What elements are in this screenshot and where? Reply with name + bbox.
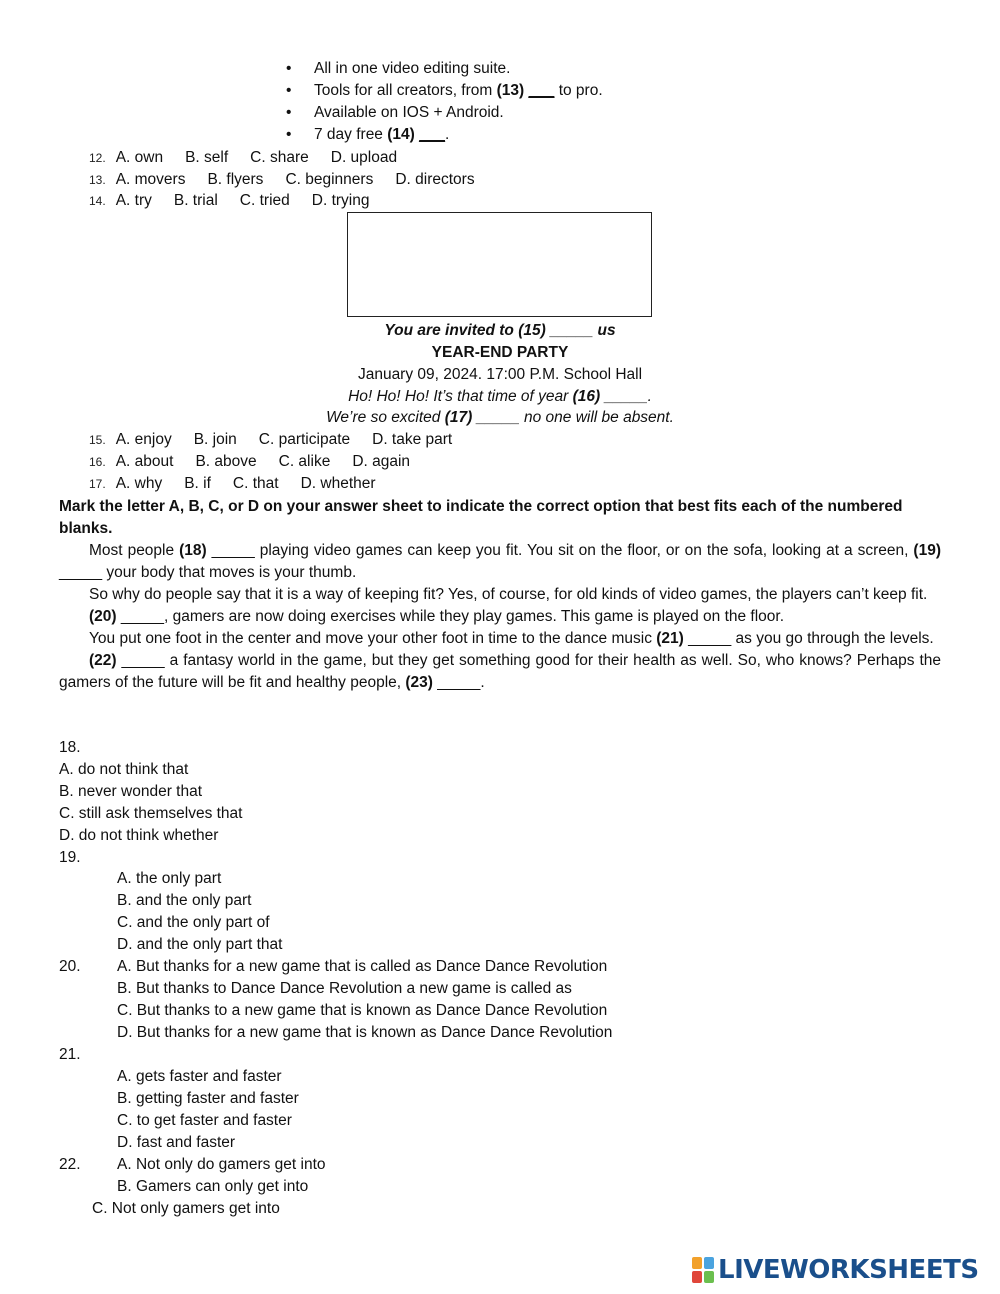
ad-bullet-4: • 7 day free (14) ___.: [288, 125, 449, 145]
q19-option-d[interactable]: D. and the only part that: [117, 936, 283, 953]
passage-paragraph-1: Most people (18) _____ playing video games can keep you fit. You sit on the floor, or on the sofa, looking at a screen, (19) _____ your body that moves is your thumb.: [59, 542, 941, 581]
ad-bullet-2: • Tools for all creators, from (13) ___ to pro.: [288, 81, 603, 101]
instruction: Mark the letter A, B, C, or D on your answer sheet to indicate the correct option that best fits each of the numbered blanks.: [59, 498, 903, 537]
q18-option-b[interactable]: B. never wonder that: [59, 783, 203, 800]
q22-option-a[interactable]: A. Not only do gamers get into: [117, 1156, 326, 1173]
q19-option-c[interactable]: C. and the only part of: [117, 914, 270, 931]
q21-option-d[interactable]: D. fast and faster: [117, 1134, 236, 1151]
liveworksheets-logo: [692, 1254, 979, 1286]
passage-paragraph-5: (22) _____ a fantasy world in the game, but they get something good for their health as well. So, who knows? Perhaps the gamers of the future will be fit and healthy people, (23) _____.: [59, 652, 941, 691]
q18-option-c[interactable]: C. still ask themselves that: [59, 805, 243, 822]
q18-option-a[interactable]: A. do not think that: [59, 761, 189, 778]
q18-option-d[interactable]: D. do not think whether: [59, 827, 219, 844]
question-12: 12. A. own B. self C. share D. upload: [89, 149, 398, 166]
blank-14[interactable]: ___: [419, 126, 446, 143]
passage: [59, 540, 941, 694]
ad-bullet-1: • All in one video editing suite.: [288, 59, 510, 79]
image-placeholder: [347, 212, 652, 317]
ad-bullet-3: • Available on IOS + Android.: [288, 103, 504, 123]
q19-option-b[interactable]: B. and the only part: [117, 892, 252, 909]
q19-option-a[interactable]: A. the only part: [117, 870, 222, 887]
question-15: 15. A. enjoy B. join C. participate D. take part: [89, 431, 453, 448]
q20-option-d[interactable]: D. But thanks for a new game that is known as Dance Dance Revolution: [117, 1024, 613, 1041]
passage-paragraph-4: You put one foot in the center and move your other foot in time to the dance music (21) _____ as you go through the levels.: [89, 630, 934, 647]
logo-text: LIVEWORKSHEETS: [718, 1255, 979, 1285]
question-17: 17. A. why B. if C. that D. whether: [89, 475, 376, 492]
question-14: 14. A. try B. trial C. tried D. trying: [89, 192, 370, 209]
q21-option-a[interactable]: A. gets faster and faster: [117, 1068, 282, 1085]
blank-13[interactable]: ___: [528, 82, 555, 99]
invite-line-1: You are invited to (15) _____ us: [384, 322, 616, 339]
question-22-number: 22.: [59, 1156, 81, 1173]
question-20-number: 20.: [59, 958, 81, 975]
invite-date: January 09, 2024. 17:00 P.M. School Hall: [357, 366, 643, 383]
passage-paragraph-2: So why do people say that it is a way of keeping fit? Yes, of course, for old kinds of video games, the players can’t keep fit.: [89, 586, 928, 603]
q20-option-c[interactable]: C. But thanks to a new game that is known as Dance Dance Revolution: [117, 1002, 608, 1019]
question-16: 16. A. about B. above C. alike D. again: [89, 453, 411, 470]
q20-option-a[interactable]: A. But thanks for a new game that is called as Dance Dance Revolution: [117, 958, 608, 975]
question-19-number: 19.: [59, 849, 81, 866]
invite-line-5: We’re so excited (17) _____ no one will be absent.: [326, 409, 674, 426]
invite-line-4: Ho! Ho! Ho! It’s that time of year (16) _____.: [348, 388, 652, 405]
q22-option-c[interactable]: C. Not only gamers get into: [92, 1200, 280, 1217]
q21-option-b[interactable]: B. getting faster and faster: [117, 1090, 299, 1107]
liveworksheets-logo-icon: [692, 1257, 714, 1283]
question-21-number: 21.: [59, 1046, 81, 1063]
q22-option-b[interactable]: B. Gamers can only get into: [117, 1178, 309, 1195]
question-18-number: 18.: [59, 739, 81, 756]
invite-title: YEAR-END PARTY: [431, 344, 569, 361]
passage-paragraph-3: (20) _____, gamers are now doing exercises while they play games. This game is played on the floor.: [89, 608, 785, 625]
question-13: 13. A. movers B. flyers C. beginners D. directors: [89, 171, 475, 188]
q21-option-c[interactable]: C. to get faster and faster: [117, 1112, 292, 1129]
q20-option-b[interactable]: B. But thanks to Dance Dance Revolution a new game is called as: [117, 980, 572, 997]
